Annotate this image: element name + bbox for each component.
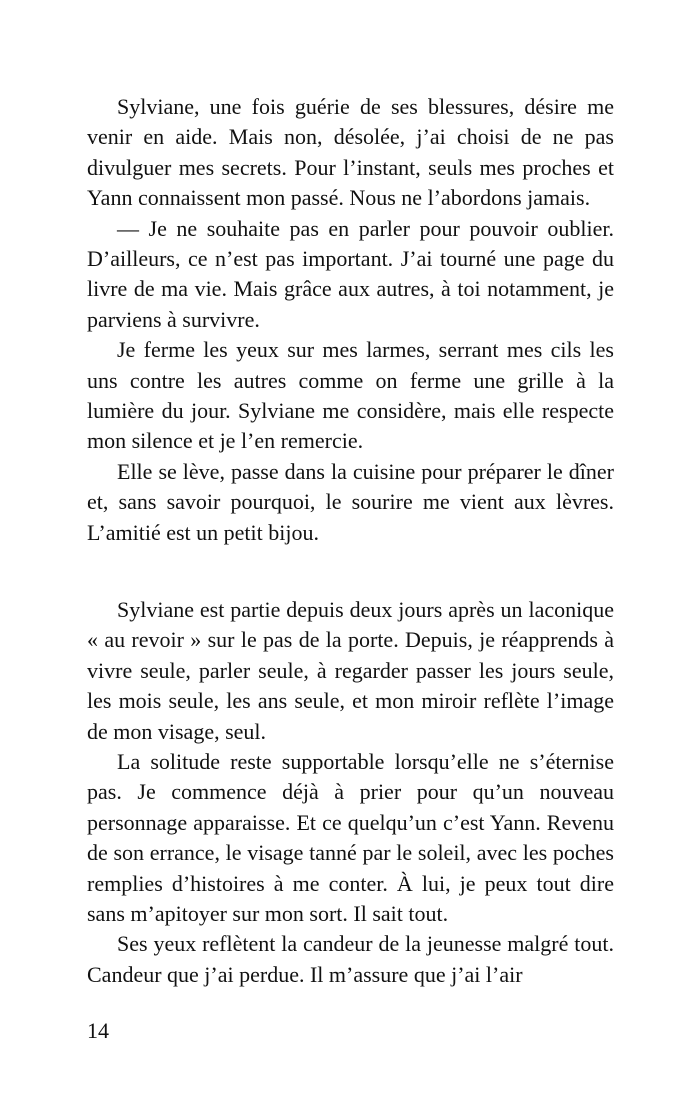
paragraph: Ses yeux reflètent la candeur de la jeunesse malgré tout. Candeur que j’ai perdue. Il m’assure que j’ai l’air [87, 931, 614, 987]
paragraph: Je ferme les yeux sur mes larmes, serrant mes cils les uns contre les autres comme on ferme une grille à la lumière du jour. Sylviane me considère, mais elle respecte mon silence et je l’en remercie. [87, 337, 614, 454]
paragraph: Elle se lève, passe dans la cuisine pour préparer le dîner et, sans savoir pourquoi, le sourire me vient aux lèvres. L’amitié est un petit bijou. [87, 458, 614, 545]
paragraph: — Je ne souhaite pas en parler pour pouvoir oublier. D’ailleurs, ce n’est pas important. J’ai tourné une page du livre de ma vie. Mais grâce aux autres, à toi notamment, je parviens à survivre. [87, 215, 614, 332]
page-number: 14 [87, 1018, 109, 1043]
paragraph: Sylviane, une fois guérie de ses blessures, désire me venir en aide. Mais non, désolée, j’ai choisi de ne pas divulguer mes secrets. Pour l’instant, seuls mes proches et Yann connaissent mon passé. Nous ne l’abordons jamais. [87, 94, 614, 211]
paragraph: Sylviane est partie depuis deux jours après un laconique « au revoir » sur le pas de la porte. Depuis, je réapprends à vivre seule, parler seule, à regarder passer les jours seule, les mois seule, les ans seule, et mon miroir reflète l’image de mon visage, seul. [87, 597, 614, 744]
text-section-2 [87, 595, 614, 990]
text-section-1 [87, 92, 614, 548]
paragraph: La solitude reste supportable lorsqu’elle ne s’éternise pas. Je commence déjà à prier pour qu’un nouveau personnage apparaisse. Et ce quelqu’un c’est Yann. Revenu de son errance, le visage tanné par le soleil, avec les poches remplies d’histoires à me conter. À lui, je peux tout dire sans m’apitoyer sur mon sort. Il sait tout. [87, 749, 614, 927]
